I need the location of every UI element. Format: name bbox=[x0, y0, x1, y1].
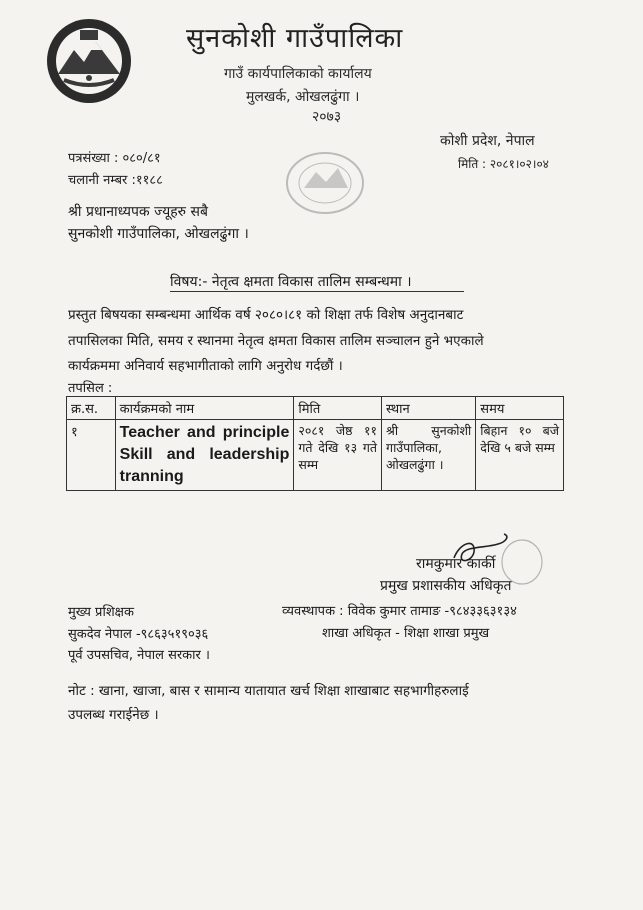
letter-subject: विषय:- नेतृत्व क्षमता विकास तालिम सम्बन्धमा । bbox=[170, 274, 412, 290]
details-label: तपसिल : bbox=[68, 381, 113, 396]
trainer-role: पूर्व उपसचिव, नेपाल सरकार । bbox=[68, 648, 210, 663]
addressee-line-1: श्री प्रधानाध्यपक ज्यूहरु सबै bbox=[68, 204, 208, 220]
note-line-2: उपलब्ध गराईनेछ । bbox=[68, 707, 159, 723]
header-program-name: कार्यक्रमको नाम bbox=[115, 397, 294, 420]
letter-number: पत्रसंख्या : ०८०/८१ bbox=[68, 151, 161, 166]
signatory-title: प्रमुख प्रशासकीय अधिकृत bbox=[380, 578, 512, 594]
province-label: कोशी प्रदेश, नेपाल bbox=[440, 133, 535, 149]
header-date: मिति bbox=[294, 397, 382, 420]
trainer-name: सुकदेव नेपाल -९८६३५१९०३६ bbox=[68, 627, 209, 642]
note-line-1: नोट : खाना, खाजा, बास र सामान्य यातायात खर्च शिक्षा शाखाबाट सहभागीहरुलाई bbox=[68, 683, 469, 699]
cell-serial: १ bbox=[67, 420, 116, 491]
cell-place: श्री सुनकोशी गाउँपालिका, ओखलढुंगा । bbox=[382, 420, 476, 491]
signatory-name: रामकुमार कार्की bbox=[416, 556, 496, 572]
body-line-2: तपासिलका मिति, समय र स्थानमा नेतृत्व क्षमता विकास तालिम सञ्चालन हुने भएकाले bbox=[68, 333, 484, 349]
subject-underline bbox=[170, 291, 464, 292]
cell-date: २०८१ जेष्ठ ११ गते देखि १३ गते सम्म bbox=[294, 420, 382, 491]
cell-time: बिहान १० बजे देखि ५ बजे सम्म bbox=[476, 420, 564, 491]
letter-date: मिति : २०८१।०२।०४ bbox=[458, 157, 549, 171]
manager-line-2: शाखा अधिकृत - शिक्षा शाखा प्रमुख bbox=[322, 626, 490, 641]
dispatch-number: चलानी नम्बर :११८८ bbox=[68, 173, 163, 188]
established-year: २०७३ bbox=[312, 109, 342, 125]
trainer-label: मुख्य प्रशिक्षक bbox=[68, 605, 134, 620]
header-serial: क्र.स. bbox=[67, 397, 116, 420]
office-address: मुलखर्क, ओखलढुंगा । bbox=[246, 89, 360, 105]
header-place: स्थान bbox=[382, 397, 476, 420]
faint-stamp-icon bbox=[282, 148, 368, 218]
manager-line-1: व्यवस्थापक : विवेक कुमार तामाङ -९८४३३६३१३४ bbox=[282, 604, 517, 619]
municipality-name: सुनकोशी गाउँपालिका bbox=[186, 23, 404, 54]
program-table bbox=[66, 396, 564, 491]
table-row bbox=[67, 420, 564, 491]
table-header-row bbox=[67, 397, 564, 420]
addressee-line-2: सुनकोशी गाउँपालिका, ओखलढुंगा । bbox=[68, 226, 249, 242]
cell-program-name: Teacher and principle Skill and leadership tranning bbox=[115, 420, 294, 491]
body-line-1: प्रस्तुत बिषयका सम्बन्धमा आर्थिक वर्ष २०८०।८१ को शिक्षा तर्फ विशेष अनुदानबाट bbox=[68, 307, 464, 323]
office-name: गाउँ कार्यपालिकाको कार्यालय bbox=[224, 66, 372, 82]
header-time: समय bbox=[476, 397, 564, 420]
body-line-3: कार्यक्रममा अनिवार्य सहभागीताको लागि अनुरोध गर्दछौं । bbox=[68, 358, 343, 374]
municipality-emblem-icon bbox=[44, 16, 134, 106]
